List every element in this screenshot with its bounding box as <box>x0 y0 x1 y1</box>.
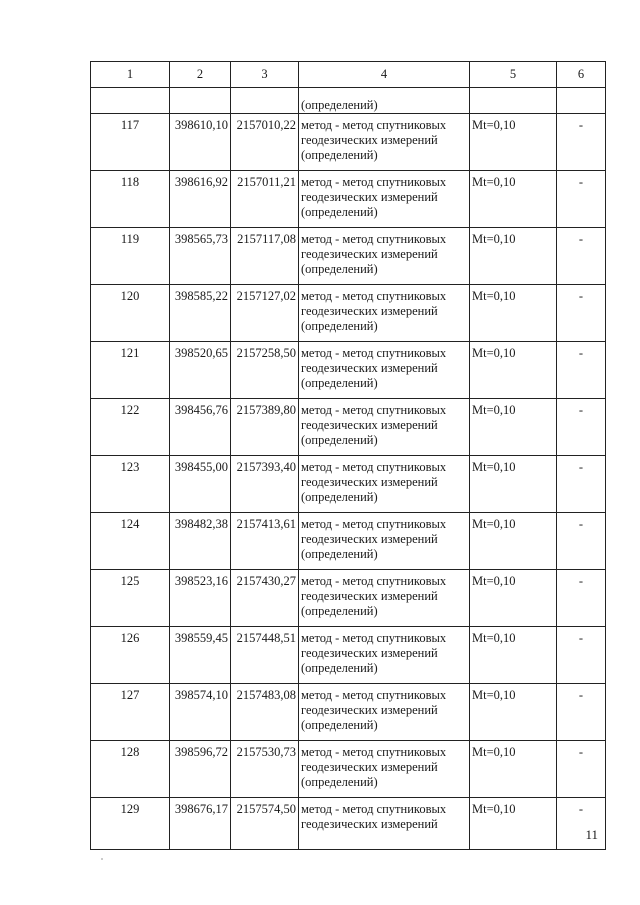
column-header-1: 1 <box>91 62 170 88</box>
table-row <box>91 798 606 850</box>
table-row <box>91 456 606 513</box>
precision-cell: Mt=0,10 <box>470 114 557 171</box>
y-coordinate-cell: 2157574,50 <box>231 798 299 850</box>
column-header-5: 5 <box>470 62 557 88</box>
precision-cell: Mt=0,10 <box>470 171 557 228</box>
y-coordinate-cell: 2157530,73 <box>231 741 299 798</box>
column-header-2: 2 <box>170 62 231 88</box>
page-number: 11 <box>585 827 598 842</box>
method-cell: метод - метод спутниковых геодезических измерений (определений) <box>299 627 470 684</box>
method-cell: метод - метод спутниковых геодезических измерений (определений) <box>299 228 470 285</box>
precision-cell: Mt=0,10 <box>470 684 557 741</box>
precision-cell: Mt=0,10 <box>470 399 557 456</box>
method-cell: метод - метод спутниковых геодезических измерений (определений) <box>299 741 470 798</box>
y-coordinate-cell: 2157011,21 <box>231 171 299 228</box>
x-coordinate-cell: 398574,10 <box>170 684 231 741</box>
table-row <box>91 513 606 570</box>
continuation-cell-2 <box>170 88 231 114</box>
point-number-cell: 127 <box>91 684 170 741</box>
description-cell: - <box>557 570 606 627</box>
table-row <box>91 741 606 798</box>
method-cell: метод - метод спутниковых геодезических измерений (определений) <box>299 570 470 627</box>
precision-cell: Mt=0,10 <box>470 570 557 627</box>
y-coordinate-cell: 2157393,40 <box>231 456 299 513</box>
table-row <box>91 171 606 228</box>
x-coordinate-cell: 398565,73 <box>170 228 231 285</box>
x-coordinate-cell: 398676,17 <box>170 798 231 850</box>
y-coordinate-cell: 2157127,02 <box>231 285 299 342</box>
x-coordinate-cell: 398596,72 <box>170 741 231 798</box>
point-number-cell: 118 <box>91 171 170 228</box>
table-row <box>91 627 606 684</box>
scan-speck <box>101 858 103 860</box>
description-cell: - <box>557 627 606 684</box>
x-coordinate-cell: 398610,10 <box>170 114 231 171</box>
x-coordinate-cell: 398559,45 <box>170 627 231 684</box>
x-coordinate-cell: 398456,76 <box>170 399 231 456</box>
x-coordinate-cell: 398585,22 <box>170 285 231 342</box>
y-coordinate-cell: 2157483,08 <box>231 684 299 741</box>
column-header-3: 3 <box>231 62 299 88</box>
continuation-row <box>91 88 606 114</box>
x-coordinate-cell: 398616,92 <box>170 171 231 228</box>
method-cell: метод - метод спутниковых геодезических измерений (определений) <box>299 399 470 456</box>
precision-cell: Mt=0,10 <box>470 627 557 684</box>
continuation-cell-3 <box>231 88 299 114</box>
method-cell: метод - метод спутниковых геодезических измерений (определений) <box>299 456 470 513</box>
point-number-cell: 121 <box>91 342 170 399</box>
table-row <box>91 228 606 285</box>
method-cell: метод - метод спутниковых геодезических измерений (определений) <box>299 513 470 570</box>
x-coordinate-cell: 398455,00 <box>170 456 231 513</box>
point-number-cell: 122 <box>91 399 170 456</box>
method-cell: метод - метод спутниковых геодезических измерений (определений) <box>299 342 470 399</box>
method-cell: метод - метод спутниковых геодезических измерений (определений) <box>299 285 470 342</box>
precision-cell: Mt=0,10 <box>470 798 557 850</box>
table-row <box>91 342 606 399</box>
description-cell: - <box>557 171 606 228</box>
description-cell: - <box>557 114 606 171</box>
precision-cell: Mt=0,10 <box>470 342 557 399</box>
point-number-cell: 124 <box>91 513 170 570</box>
continuation-cell-5 <box>470 88 557 114</box>
point-number-cell: 128 <box>91 741 170 798</box>
y-coordinate-cell: 2157389,80 <box>231 399 299 456</box>
x-coordinate-cell: 398523,16 <box>170 570 231 627</box>
table-row <box>91 684 606 741</box>
table-row <box>91 570 606 627</box>
method-cell: метод - метод спутниковых геодезических измерений (определений) <box>299 684 470 741</box>
y-coordinate-cell: 2157258,50 <box>231 342 299 399</box>
continuation-cell-method: (определений) <box>299 88 470 114</box>
description-cell: - <box>557 228 606 285</box>
description-cell: - <box>557 399 606 456</box>
description-cell: - <box>557 513 606 570</box>
point-number-cell: 119 <box>91 228 170 285</box>
y-coordinate-cell: 2157117,08 <box>231 228 299 285</box>
y-coordinate-cell: 2157448,51 <box>231 627 299 684</box>
method-cell: метод - метод спутниковых геодезических измерений (определений) <box>299 171 470 228</box>
column-header-4: 4 <box>299 62 470 88</box>
precision-cell: Mt=0,10 <box>470 228 557 285</box>
precision-cell: Mt=0,10 <box>470 513 557 570</box>
continuation-cell-1 <box>91 88 170 114</box>
point-number-cell: 125 <box>91 570 170 627</box>
table-row <box>91 114 606 171</box>
coordinates-table <box>90 61 606 850</box>
point-number-cell: 129 <box>91 798 170 850</box>
column-header-6: 6 <box>557 62 606 88</box>
point-number-cell: 120 <box>91 285 170 342</box>
description-cell: - <box>557 741 606 798</box>
precision-cell: Mt=0,10 <box>470 285 557 342</box>
y-coordinate-cell: 2157430,27 <box>231 570 299 627</box>
point-number-cell: 126 <box>91 627 170 684</box>
point-number-cell: 123 <box>91 456 170 513</box>
table-row <box>91 285 606 342</box>
x-coordinate-cell: 398482,38 <box>170 513 231 570</box>
method-cell: метод - метод спутниковых геодезических измерений <box>299 798 470 850</box>
method-cell: метод - метод спутниковых геодезических измерений (определений) <box>299 114 470 171</box>
description-cell: - <box>557 342 606 399</box>
precision-cell: Mt=0,10 <box>470 741 557 798</box>
y-coordinate-cell: 2157413,61 <box>231 513 299 570</box>
description-cell: - <box>557 684 606 741</box>
point-number-cell: 117 <box>91 114 170 171</box>
precision-cell: Mt=0,10 <box>470 456 557 513</box>
continuation-cell-6 <box>557 88 606 114</box>
description-cell: - <box>557 456 606 513</box>
x-coordinate-cell: 398520,65 <box>170 342 231 399</box>
description-cell: - <box>557 798 606 850</box>
description-cell: - <box>557 285 606 342</box>
table-header-row <box>91 62 606 88</box>
table-row <box>91 399 606 456</box>
y-coordinate-cell: 2157010,22 <box>231 114 299 171</box>
